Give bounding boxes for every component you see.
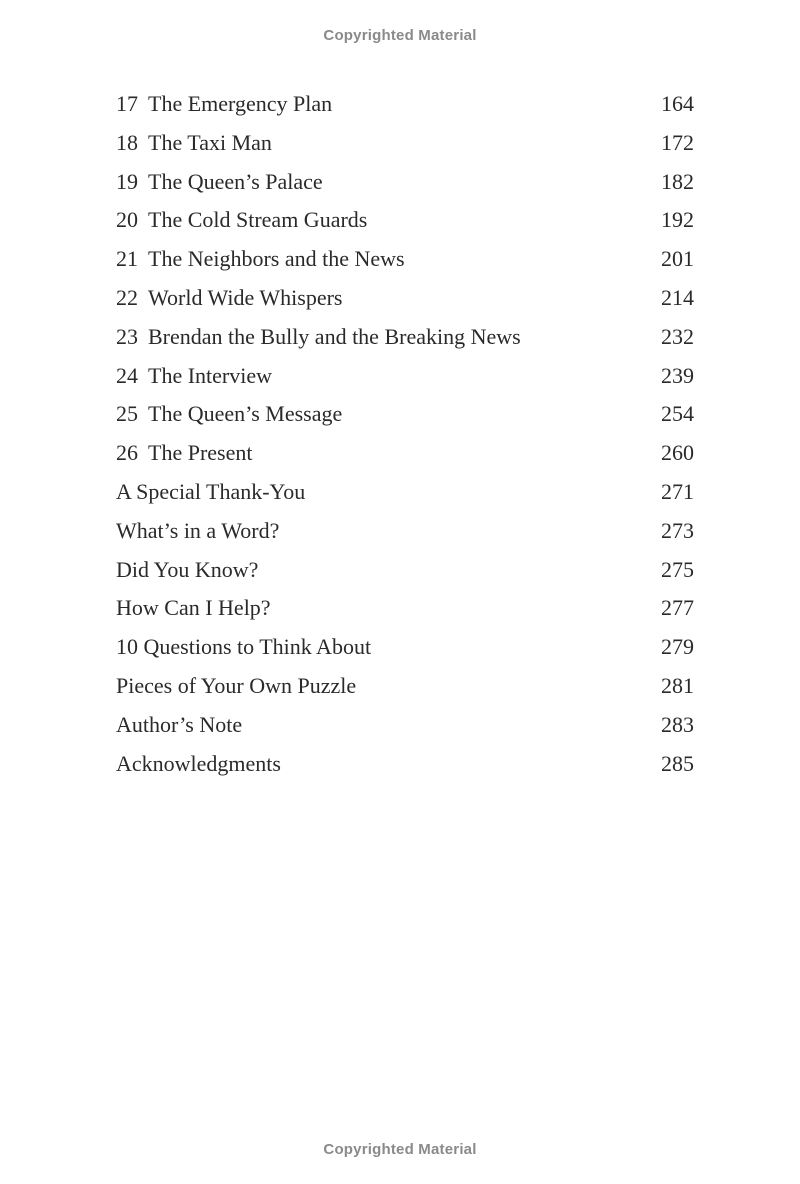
- toc-entry[interactable]: [116, 589, 694, 628]
- page-number: 201: [661, 246, 694, 272]
- toc-entry[interactable]: [116, 240, 694, 279]
- toc-entry-left: [116, 357, 272, 396]
- toc-entry[interactable]: [116, 745, 694, 784]
- section-title: What’s in a Word?: [116, 517, 280, 543]
- chapter-number: 19: [116, 168, 138, 194]
- page-number: 283: [661, 711, 694, 737]
- page-number: 232: [661, 323, 694, 349]
- toc-entry-left: [116, 124, 272, 163]
- page-number: 281: [661, 672, 694, 698]
- toc-entry[interactable]: [116, 395, 694, 434]
- chapter-number: 21: [116, 246, 138, 272]
- toc-entry[interactable]: [116, 434, 694, 473]
- toc-entry-left: [116, 512, 279, 551]
- toc-entry-left: [116, 201, 367, 240]
- toc-entry-left: [116, 628, 371, 667]
- toc-entry-left: [116, 240, 405, 279]
- chapter-title: The Cold Stream Guards: [148, 207, 368, 233]
- chapter-title: The Emergency Plan: [148, 91, 333, 116]
- toc-entry-left: [116, 163, 323, 202]
- toc-entry[interactable]: [116, 163, 694, 202]
- toc-entry-left: [116, 667, 356, 706]
- page-number: 192: [661, 207, 694, 233]
- toc-entry[interactable]: [116, 357, 694, 396]
- section-title: 10 Questions to Think About: [116, 634, 372, 660]
- table-of-contents: [116, 85, 694, 783]
- toc-entry-left: [116, 395, 342, 434]
- chapter-title: World Wide Whispers: [148, 284, 343, 310]
- chapter-number: 20: [116, 207, 138, 233]
- toc-entry[interactable]: [116, 85, 694, 124]
- toc-entry[interactable]: [116, 667, 694, 706]
- chapter-number: 18: [116, 129, 138, 155]
- toc-entry-left: [116, 473, 305, 512]
- section-title: Acknowledgments: [116, 750, 281, 776]
- copyright-watermark-top: Copyrighted Material: [323, 27, 477, 44]
- toc-entry-left: [116, 551, 258, 590]
- toc-entry[interactable]: [116, 551, 694, 590]
- toc-entry-left: [116, 318, 521, 357]
- chapter-title: The Present: [148, 440, 253, 466]
- page-number: 260: [661, 440, 694, 466]
- chapter-number: 25: [116, 401, 138, 427]
- chapter-number: 26: [116, 440, 138, 466]
- toc-entry[interactable]: [116, 124, 694, 163]
- toc-entry-left: [116, 745, 281, 784]
- chapter-title: The Queen’s Palace: [148, 168, 323, 194]
- section-title: A Special Thank-You: [116, 478, 306, 504]
- page-number: 271: [661, 478, 694, 504]
- toc-entry[interactable]: [116, 628, 694, 667]
- section-title: Author’s Note: [116, 711, 243, 737]
- chapter-title: Brendan the Bully and the Breaking News: [148, 323, 521, 349]
- page-number: 273: [661, 517, 694, 543]
- page-number: 254: [661, 401, 694, 427]
- toc-entry[interactable]: [116, 512, 694, 551]
- chapter-number: 22: [116, 284, 138, 310]
- page-number: 279: [661, 634, 694, 660]
- chapter-number: 24: [116, 362, 138, 388]
- chapter-title: The Taxi Man: [148, 129, 272, 155]
- page-number: 164: [661, 91, 694, 116]
- toc-entry[interactable]: [116, 706, 694, 745]
- copyright-watermark-bottom: Copyrighted Material: [323, 1141, 477, 1158]
- page-number: 172: [661, 129, 694, 155]
- toc-entry[interactable]: [116, 279, 694, 318]
- section-title: How Can I Help?: [116, 595, 271, 621]
- toc-entry-left: [116, 85, 332, 124]
- section-title: Pieces of Your Own Puzzle: [116, 672, 357, 698]
- toc-entry-left: [116, 279, 343, 318]
- toc-entry-left: [116, 589, 271, 628]
- chapter-title: The Neighbors and the News: [148, 246, 405, 272]
- toc-entry-left: [116, 706, 242, 745]
- page-number: 285: [661, 750, 694, 776]
- chapter-title: The Queen’s Message: [148, 401, 343, 427]
- page-number: 277: [661, 595, 694, 621]
- chapter-number: 17: [116, 91, 138, 116]
- toc-entry[interactable]: [116, 201, 694, 240]
- toc-entry[interactable]: [116, 318, 694, 357]
- chapter-number: 23: [116, 323, 138, 349]
- toc-entry[interactable]: [116, 473, 694, 512]
- page-number: 182: [661, 168, 694, 194]
- page-number: 275: [661, 556, 694, 582]
- page-number: 214: [661, 284, 694, 310]
- chapter-title: The Interview: [148, 362, 272, 388]
- page-number: 239: [661, 362, 694, 388]
- toc-entry-left: [116, 434, 252, 473]
- section-title: Did You Know?: [116, 556, 259, 582]
